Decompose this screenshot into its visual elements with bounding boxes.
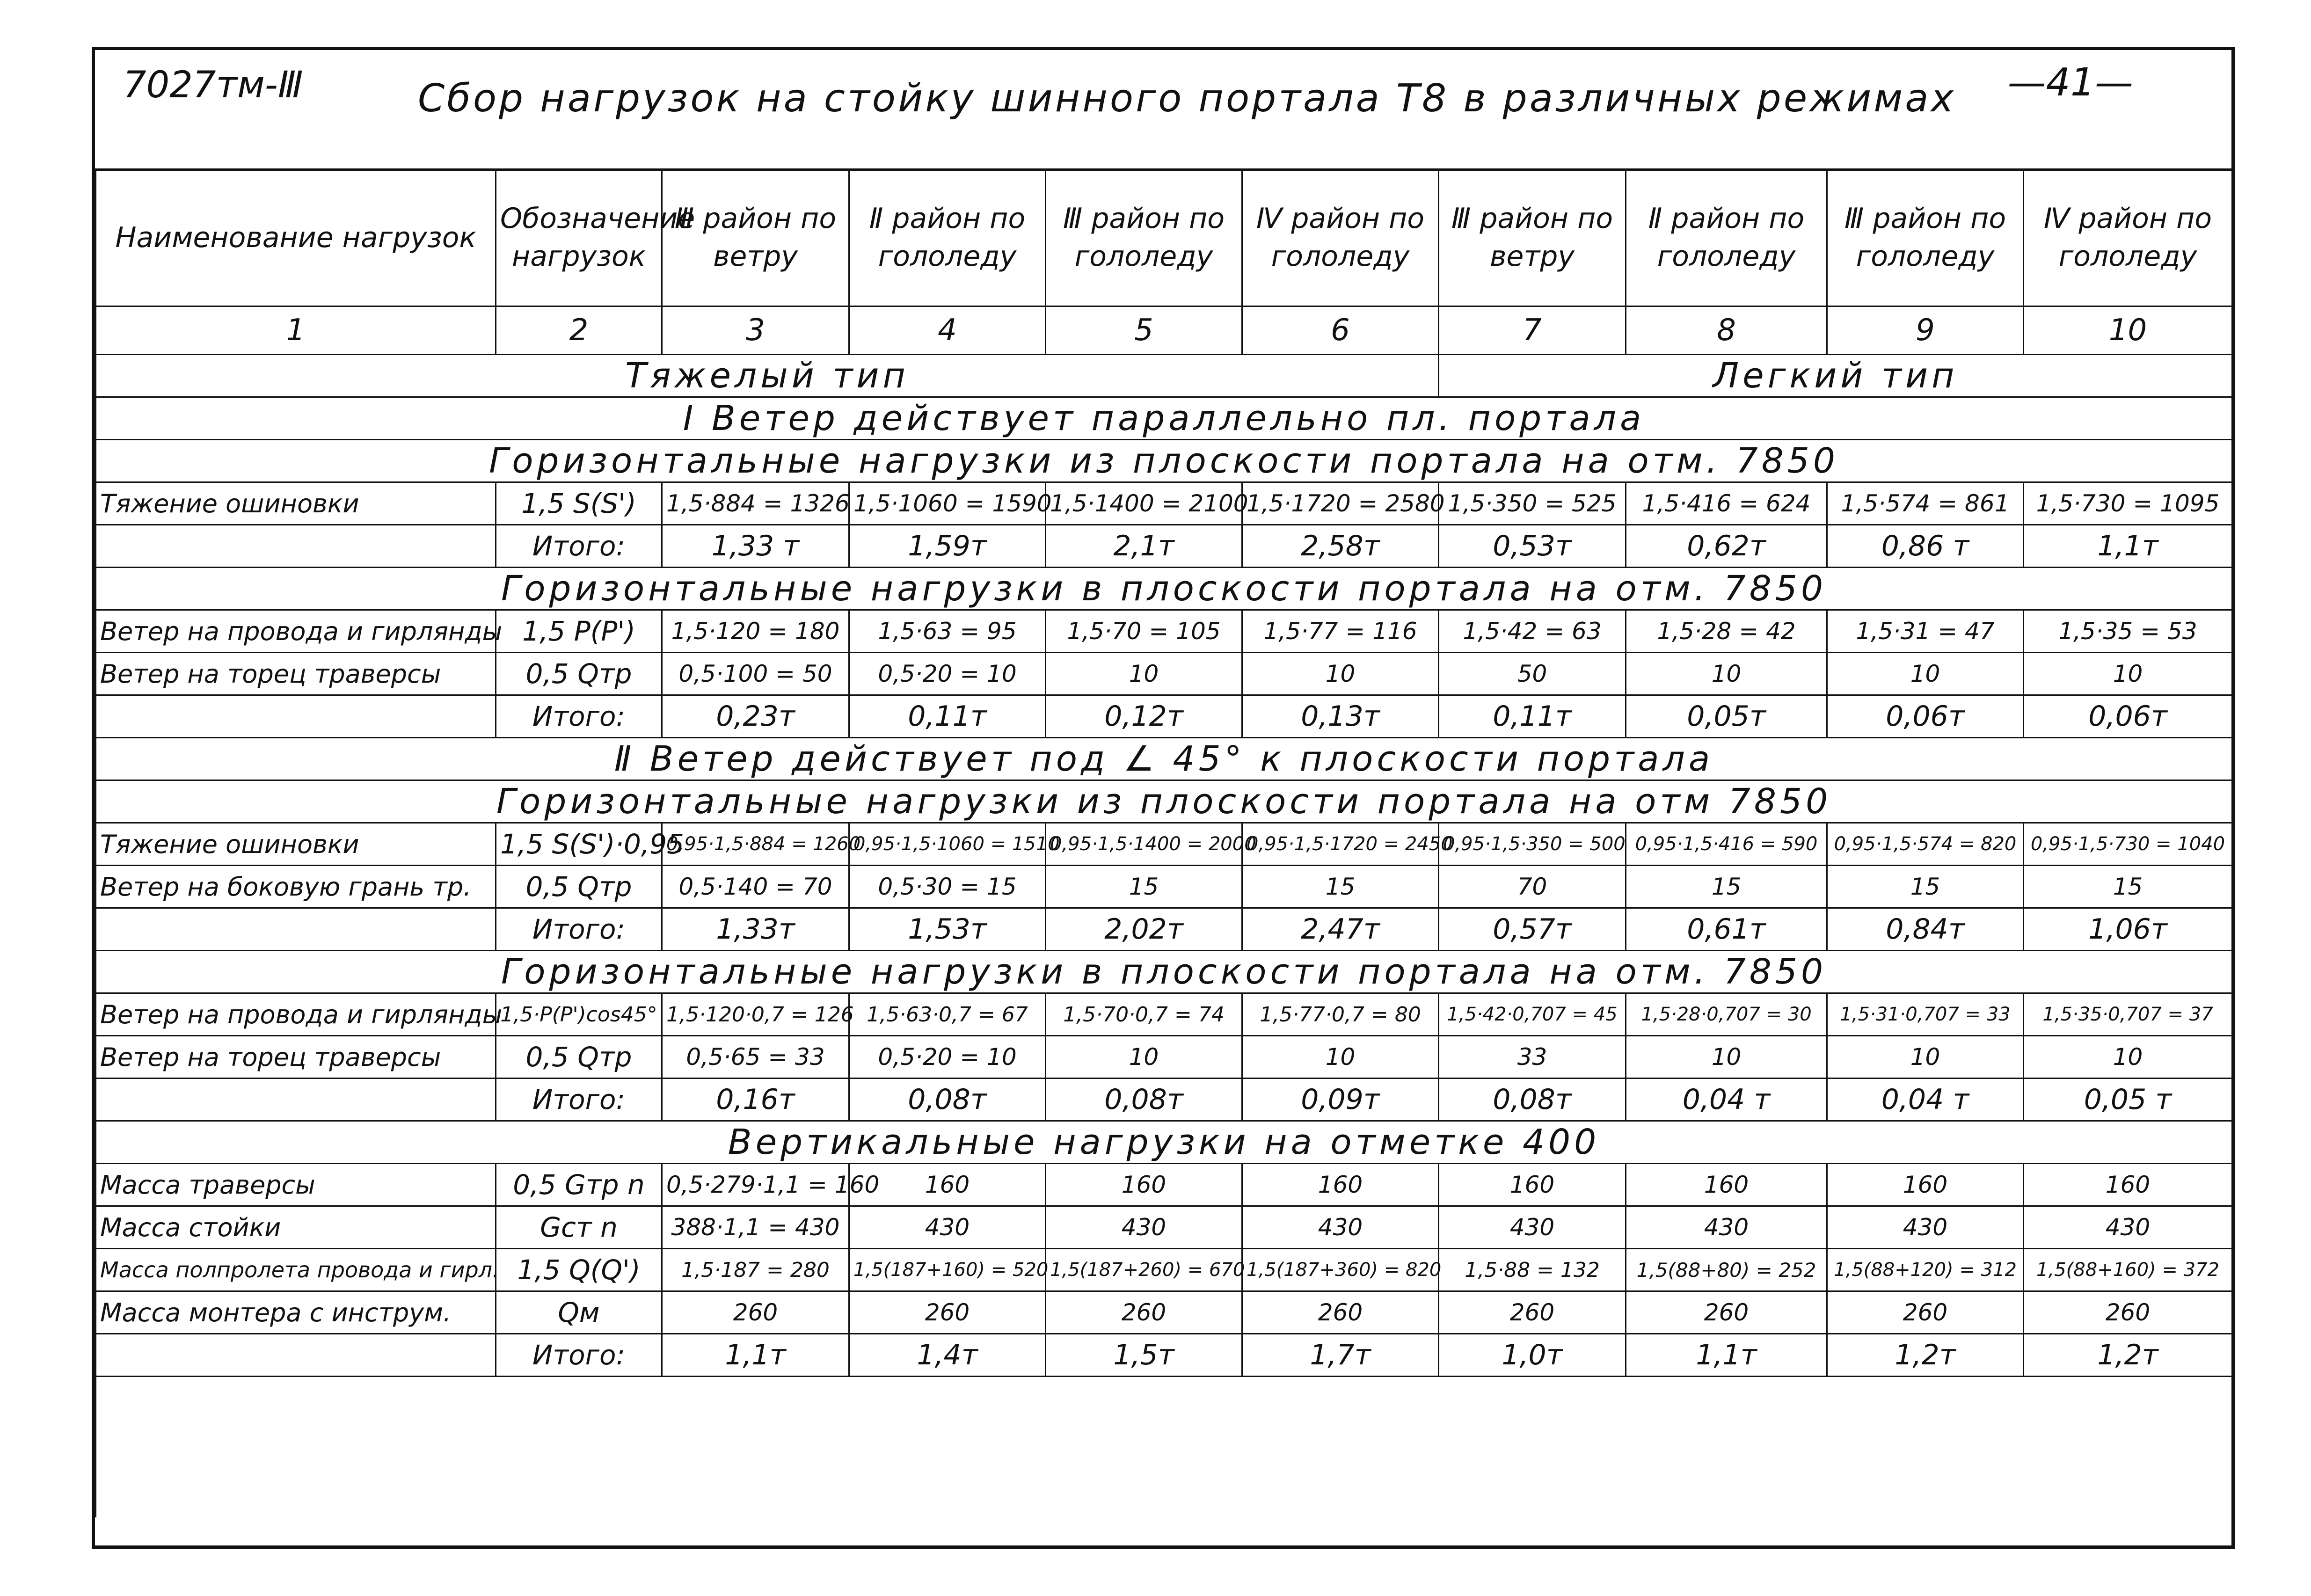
table-cell: 1,5·77 = 116 xyxy=(1242,610,1439,653)
total-label: Итого: xyxy=(496,1079,662,1121)
table-cell: 1,5·42·0,707 = 45 xyxy=(1439,993,1626,1036)
table-row xyxy=(96,866,2232,908)
load-symbol: 1,5 S(S')·0,95 xyxy=(496,823,662,866)
table-cell: 10 xyxy=(1046,653,1242,695)
table-row xyxy=(96,1249,2232,1291)
table-cell: 160 xyxy=(1827,1164,2024,1206)
total-row xyxy=(96,908,2232,951)
total-cell: 0,16т xyxy=(662,1079,849,1121)
total-cell: 0,12т xyxy=(1046,695,1242,738)
table-cell: 1,5(187+260) = 670 xyxy=(1046,1249,1242,1291)
table-cell: 260 xyxy=(849,1291,1046,1334)
total-label: Итого: xyxy=(496,695,662,738)
table-cell: 160 xyxy=(849,1164,1046,1206)
table-cell: 430 xyxy=(1242,1206,1439,1249)
subsection-heading: Горизонтальные нагрузки из плоскости портала на отм 7850 xyxy=(96,780,2232,823)
col-header-7: Ⅲ район по ветру xyxy=(1439,169,1626,306)
total-cell: 1,5т xyxy=(1046,1334,1242,1377)
total-cell: 1,33т xyxy=(662,908,849,951)
total-cell: 0,09т xyxy=(1242,1079,1439,1121)
table-row xyxy=(96,1206,2232,1249)
table-cell: 1,5·70 = 105 xyxy=(1046,610,1242,653)
table-row xyxy=(96,653,2232,695)
table-cell: 0,95·1,5·884 = 1260 xyxy=(662,823,849,866)
table-cell: 1,5·35 = 53 xyxy=(2024,610,2232,653)
total-cell: 0,62т xyxy=(1626,525,1827,568)
table-cell: 0,95·1,5·350 = 500 xyxy=(1439,823,1626,866)
table-cell: 430 xyxy=(1046,1206,1242,1249)
table-cell: 0,95·1,5·730 = 1040 xyxy=(2024,823,2232,866)
table-cell: 1,5·120 = 180 xyxy=(662,610,849,653)
column-header-row xyxy=(96,169,2232,306)
table-cell: 0,5·20 = 10 xyxy=(849,653,1046,695)
table-cell: 1,5·730 = 1095 xyxy=(2024,482,2232,525)
table-cell: 430 xyxy=(1827,1206,2024,1249)
total-label: Итого: xyxy=(496,1334,662,1377)
table-cell: 1,5·88 = 132 xyxy=(1439,1249,1626,1291)
total-cell: 0,57т xyxy=(1439,908,1626,951)
col-header-1: Наименование нагрузок xyxy=(96,169,496,306)
table-cell: 160 xyxy=(1046,1164,1242,1206)
total-cell: 0,13т xyxy=(1242,695,1439,738)
total-label: Итого: xyxy=(496,908,662,951)
total-cell: 1,7т xyxy=(1242,1334,1439,1377)
col-number: 8 xyxy=(1626,306,1827,355)
total-row xyxy=(96,1334,2232,1377)
total-cell: 0,05 т xyxy=(2024,1079,2232,1121)
table-cell: 430 xyxy=(849,1206,1046,1249)
table-cell: 10 xyxy=(1827,1036,2024,1079)
table-cell: 0,95·1,5·574 = 820 xyxy=(1827,823,2024,866)
table-cell: 1,5·120·0,7 = 126 xyxy=(662,993,849,1036)
load-symbol: Qм xyxy=(496,1291,662,1334)
table-cell: 1,5(88+120) = 312 xyxy=(1827,1249,2024,1291)
total-cell: 0,23т xyxy=(662,695,849,738)
total-cell: 0,11т xyxy=(849,695,1046,738)
total-cell: 1,53т xyxy=(849,908,1046,951)
table-cell: 260 xyxy=(1626,1291,1827,1334)
table-cell: 1,5(88+80) = 252 xyxy=(1626,1249,1827,1291)
table-cell: 1,5·416 = 624 xyxy=(1626,482,1827,525)
table-cell: 260 xyxy=(1046,1291,1242,1334)
total-row xyxy=(96,1079,2232,1121)
col-header-10: Ⅳ район по гололеду xyxy=(2024,169,2232,306)
total-cell: 0,06т xyxy=(2024,695,2232,738)
loads-table xyxy=(95,168,2233,1517)
total-cell: 0,05т xyxy=(1626,695,1827,738)
load-symbol: 1,5 S(S') xyxy=(496,482,662,525)
col-number: 6 xyxy=(1242,306,1439,355)
load-symbol: 0,5 Qтр xyxy=(496,1036,662,1079)
table-cell: 1,5·77·0,7 = 80 xyxy=(1242,993,1439,1036)
table-row xyxy=(96,1291,2232,1334)
total-cell: 1,2т xyxy=(1827,1334,2024,1377)
total-cell: 1,1т xyxy=(2024,525,2232,568)
table-cell: 1,5(88+160) = 372 xyxy=(2024,1249,2232,1291)
table-cell: 0,5·20 = 10 xyxy=(849,1036,1046,1079)
col-number: 10 xyxy=(2024,306,2232,355)
table-cell: 0,5·65 = 33 xyxy=(662,1036,849,1079)
table-cell: 260 xyxy=(1242,1291,1439,1334)
load-name: Масса полпролета провода и гирл. xyxy=(96,1249,496,1291)
table-cell: 10 xyxy=(1046,1036,1242,1079)
subsection-heading: Горизонтальные нагрузки в плоскости портала на отм. 7850 xyxy=(96,568,2232,610)
table-cell: 1,5·884 = 1326 xyxy=(662,482,849,525)
load-name: Ветер на провода и гирлянды xyxy=(96,993,496,1036)
col-number: 1 xyxy=(96,306,496,355)
table-cell: 10 xyxy=(1827,653,2024,695)
total-cell: 1,59т xyxy=(849,525,1046,568)
table-cell: 0,5·140 = 70 xyxy=(662,866,849,908)
table-cell: 0,5·279·1,1 = 160 xyxy=(662,1164,849,1206)
load-symbol: 1,5·P(P')cos45° xyxy=(496,993,662,1036)
table-cell: 1,5·42 = 63 xyxy=(1439,610,1626,653)
total-cell: 1,06т xyxy=(2024,908,2232,951)
total-row xyxy=(96,695,2232,738)
total-cell: 1,33 т xyxy=(662,525,849,568)
total-cell: 2,47т xyxy=(1242,908,1439,951)
section-heading: Ⅱ Ветер действует под ∠ 45° к плоскости портала xyxy=(96,738,2232,780)
load-symbol: 0,5 Qтр xyxy=(496,653,662,695)
table-cell: 1,5·28 = 42 xyxy=(1626,610,1827,653)
table-cell: 1,5·35·0,707 = 37 xyxy=(2024,993,2232,1036)
blank-row xyxy=(96,1377,2232,1518)
load-name: Тяжение ошиновки xyxy=(96,482,496,525)
load-symbol: Gст n xyxy=(496,1206,662,1249)
total-cell: 0,84т xyxy=(1827,908,2024,951)
table-cell: 1,5(187+160) = 520 xyxy=(849,1249,1046,1291)
table-cell: 430 xyxy=(1626,1206,1827,1249)
total-cell: 0,04 т xyxy=(1626,1079,1827,1121)
total-cell: 1,0т xyxy=(1439,1334,1626,1377)
table-cell: 160 xyxy=(1439,1164,1626,1206)
table-cell: 1,5·1720 = 2580 xyxy=(1242,482,1439,525)
table-cell: 50 xyxy=(1439,653,1626,695)
table-cell: 0,5·30 = 15 xyxy=(849,866,1046,908)
section-heading: I Ветер действует параллельно пл. портала xyxy=(96,397,2232,440)
table-cell: 430 xyxy=(1439,1206,1626,1249)
total-cell: 0,53т xyxy=(1439,525,1626,568)
load-name: Масса траверсы xyxy=(96,1164,496,1206)
table-cell: 260 xyxy=(2024,1291,2232,1334)
total-cell: 0,86 т xyxy=(1827,525,2024,568)
load-name: Масса монтера с инструм. xyxy=(96,1291,496,1334)
total-cell: 0,08т xyxy=(1046,1079,1242,1121)
table-row xyxy=(96,610,2232,653)
total-cell: 1,1т xyxy=(662,1334,849,1377)
total-cell: 1,4т xyxy=(849,1334,1046,1377)
col-number: 2 xyxy=(496,306,662,355)
table-cell: 1,5·350 = 525 xyxy=(1439,482,1626,525)
table-cell: 15 xyxy=(1626,866,1827,908)
col-header-6: Ⅳ район по гололеду xyxy=(1242,169,1439,306)
col-number: 5 xyxy=(1046,306,1242,355)
table-cell: 160 xyxy=(1626,1164,1827,1206)
subsection-heading: Горизонтальные нагрузки в плоскости портала на отм. 7850 xyxy=(96,951,2232,993)
table-cell: 70 xyxy=(1439,866,1626,908)
column-number-row xyxy=(96,306,2232,355)
table-cell: 15 xyxy=(1242,866,1439,908)
col-header-4: Ⅱ район по гололеду xyxy=(849,169,1046,306)
table-row xyxy=(96,1164,2232,1206)
heavy-type-label: Тяжелый тип xyxy=(96,355,1439,397)
table-row xyxy=(96,1036,2232,1079)
total-cell: 1,1т xyxy=(1626,1334,1827,1377)
col-header-8: Ⅱ район по гололеду xyxy=(1626,169,1827,306)
section-row xyxy=(96,440,2232,482)
total-cell: 2,1т xyxy=(1046,525,1242,568)
load-symbol: 1,5 P(P') xyxy=(496,610,662,653)
drawing-sheet xyxy=(92,47,2235,1549)
table-cell: 1,5·28·0,707 = 30 xyxy=(1626,993,1827,1036)
table-cell: 1,5·31 = 47 xyxy=(1827,610,2024,653)
table-cell: 1,5·1400 = 2100 xyxy=(1046,482,1242,525)
table-cell: 0,95·1,5·1720 = 2450 xyxy=(1242,823,1439,866)
table-cell: 1,5(187+360) = 820 xyxy=(1242,1249,1439,1291)
table-cell: 260 xyxy=(1439,1291,1626,1334)
table-cell: 1,5·187 = 280 xyxy=(662,1249,849,1291)
blank-area xyxy=(96,1377,2232,1518)
col-number: 4 xyxy=(849,306,1046,355)
col-number: 7 xyxy=(1439,306,1626,355)
total-cell: 0,61т xyxy=(1626,908,1827,951)
table-cell: 160 xyxy=(2024,1164,2232,1206)
total-cell: 0,04 т xyxy=(1827,1079,2024,1121)
light-type-label: Легкий тип xyxy=(1439,355,2232,397)
table-cell: 10 xyxy=(1626,653,1827,695)
load-symbol: 1,5 Q(Q') xyxy=(496,1249,662,1291)
document-title: Сбор нагрузок на стойку шинного портала Т8 в различных режимах xyxy=(418,76,1956,121)
section-row xyxy=(96,780,2232,823)
load-name: Ветер на торец траверсы xyxy=(96,653,496,695)
section-heading: Вертикальные нагрузки на отметке 400 xyxy=(96,1121,2232,1164)
table-cell: 1,5·1060 = 1590 xyxy=(849,482,1046,525)
table-cell: 15 xyxy=(2024,866,2232,908)
table-cell: 430 xyxy=(2024,1206,2232,1249)
section-row xyxy=(96,568,2232,610)
total-cell: 2,02т xyxy=(1046,908,1242,951)
load-name: Масса стойки xyxy=(96,1206,496,1249)
col-header-3: Ⅲ район по ветру xyxy=(662,169,849,306)
total-cell: 2,58т xyxy=(1242,525,1439,568)
total-cell: 1,2т xyxy=(2024,1334,2232,1377)
total-row xyxy=(96,525,2232,568)
table-cell: 1,5·63 = 95 xyxy=(849,610,1046,653)
load-name: Ветер на боковую грань тр. xyxy=(96,866,496,908)
table-cell: 388·1,1 = 430 xyxy=(662,1206,849,1249)
table-cell: 10 xyxy=(1242,653,1439,695)
load-name: Ветер на торец траверсы xyxy=(96,1036,496,1079)
load-symbol: 0,5 Qтр xyxy=(496,866,662,908)
table-cell: 33 xyxy=(1439,1036,1626,1079)
table-cell: 15 xyxy=(1827,866,2024,908)
table-cell: 260 xyxy=(1827,1291,2024,1334)
section-row xyxy=(96,738,2232,780)
page-number: —41— xyxy=(2007,60,2133,105)
load-name: Ветер на провода и гирлянды xyxy=(96,610,496,653)
table-cell: 260 xyxy=(662,1291,849,1334)
table-cell: 0,95·1,5·1400 = 2000 xyxy=(1046,823,1242,866)
subsection-heading: Горизонтальные нагрузки из плоскости портала на отм. 7850 xyxy=(96,440,2232,482)
table-cell: 0,95·1,5·1060 = 1510 xyxy=(849,823,1046,866)
table-cell: 1,5·63·0,7 = 67 xyxy=(849,993,1046,1036)
table-cell: 10 xyxy=(1242,1036,1439,1079)
document-code: 7027тм-Ⅲ xyxy=(123,64,303,106)
total-cell: 0,08т xyxy=(849,1079,1046,1121)
table-cell: 10 xyxy=(2024,1036,2232,1079)
load-name: Тяжение ошиновки xyxy=(96,823,496,866)
table-row xyxy=(96,823,2232,866)
total-cell: 0,06т xyxy=(1827,695,2024,738)
section-row xyxy=(96,397,2232,440)
table-cell: 10 xyxy=(2024,653,2232,695)
col-number: 9 xyxy=(1827,306,2024,355)
col-header-2: Обозначение нагрузок xyxy=(496,169,662,306)
total-cell: 0,08т xyxy=(1439,1079,1626,1121)
table-row xyxy=(96,993,2232,1036)
table-cell: 1,5·70·0,7 = 74 xyxy=(1046,993,1242,1036)
col-header-9: Ⅲ район по гололеду xyxy=(1827,169,2024,306)
col-number: 3 xyxy=(662,306,849,355)
type-row xyxy=(96,355,2232,397)
total-label: Итого: xyxy=(496,525,662,568)
title-block xyxy=(95,50,2231,171)
section-row xyxy=(96,1121,2232,1164)
table-cell: 0,5·100 = 50 xyxy=(662,653,849,695)
table-cell: 15 xyxy=(1046,866,1242,908)
table-cell: 1,5·574 = 861 xyxy=(1827,482,2024,525)
table-cell: 0,95·1,5·416 = 590 xyxy=(1626,823,1827,866)
table-cell: 10 xyxy=(1626,1036,1827,1079)
table-cell: 1,5·31·0,707 = 33 xyxy=(1827,993,2024,1036)
total-cell: 0,11т xyxy=(1439,695,1626,738)
load-symbol: 0,5 Gтр n xyxy=(496,1164,662,1206)
table-row xyxy=(96,482,2232,525)
section-row xyxy=(96,951,2232,993)
table-cell: 160 xyxy=(1242,1164,1439,1206)
col-header-5: Ⅲ район по гололеду xyxy=(1046,169,1242,306)
